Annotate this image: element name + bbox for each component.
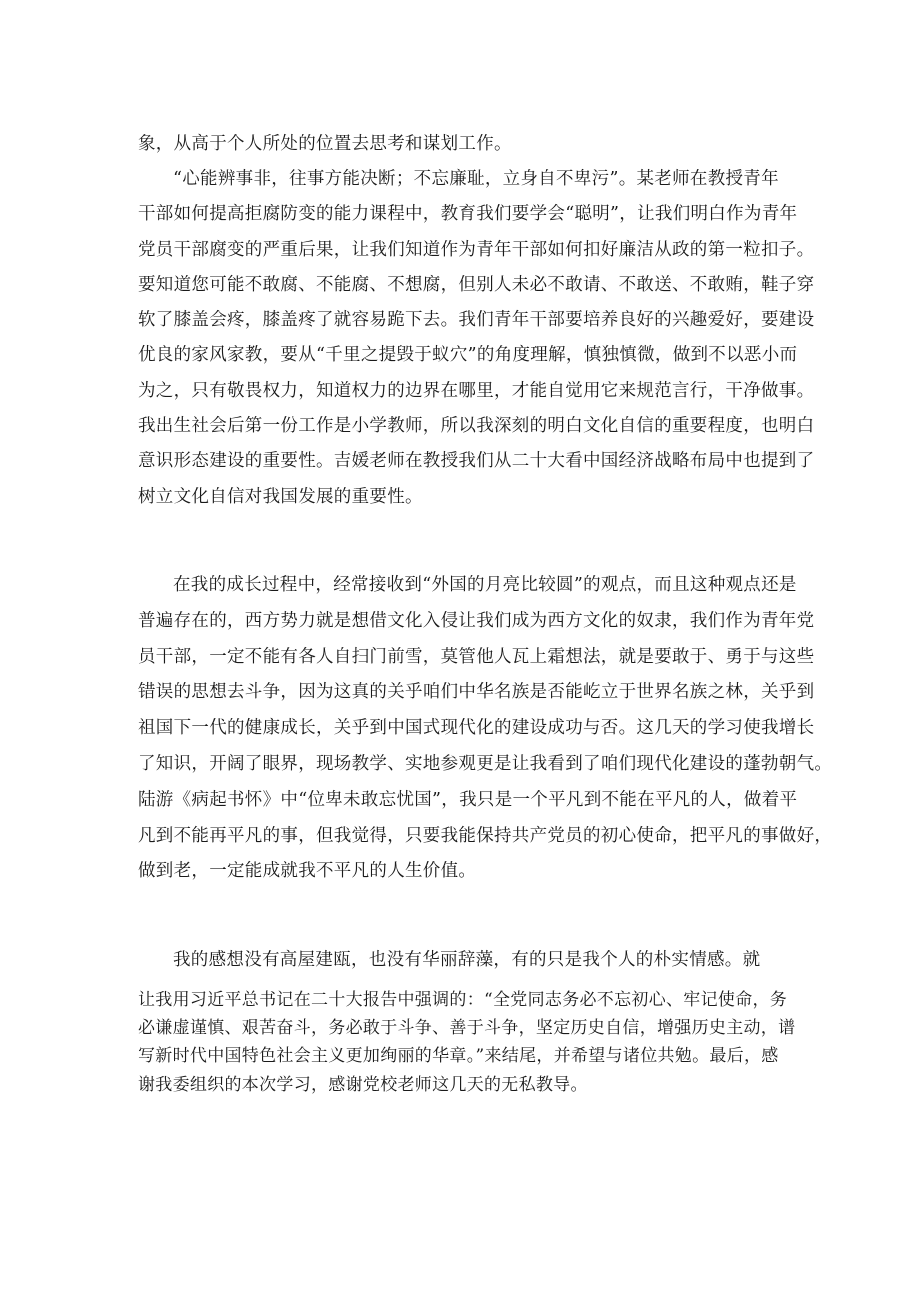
- paragraph-closing: [138, 986, 798, 1099]
- text-line: 必谦虚谨慎、艰苦奋斗，务必敢于斗争、善于斗争，坚定历史自信，增强历史主动，谱: [138, 1018, 796, 1039]
- text-line: 员干部，一定不能有各人自扫门前雪，莫管他人瓦上霜想法，就是要敢于、勇于与这些: [138, 646, 815, 667]
- text-line: 谢我委组织的本次学习，感谢党校老师这几天的无私教导。: [138, 1074, 588, 1095]
- text-line: 写新时代中国特色社会主义更加绚丽的华章。”来结尾，并希望与诸位共勉。最后，感: [138, 1046, 779, 1067]
- text-line: 我的感想没有高屋建瓯，也没有华丽辞藻，有的只是我个人的朴实情感。就: [173, 950, 761, 970]
- text-line: 错误的思想去斗争，因为这真的关乎咱们中华名族是否能屹立于世界名族之林，关乎到: [138, 682, 815, 703]
- paragraph-culture: [138, 568, 833, 890]
- text-line: 了知识，开阔了眼界，现场教学、实地参观更是让我看到了咱们现代化建设的蓬勃朝气。: [138, 753, 833, 774]
- text-line: 凡到不能再平凡的事，但我觉得，只要我能保持共产党员的初心使命，把平凡的事做好，: [138, 825, 833, 846]
- text-line: 象，从高于个人所处的位置去思考和谋划工作。: [138, 134, 512, 154]
- text-line: “心能辨事非，往事方能决断；不忘廉耻，立身自不卑污”。某老师在教授青年: [173, 169, 779, 189]
- paragraph-closing-intro: [138, 942, 798, 978]
- text-line: 普遍存在的，西方势力就是想借文化入侵让我们成为西方文化的奴隶，我们作为青年党: [138, 610, 815, 631]
- text-line: 陆游《病起书怀》中“位卑未敢忘忧国”，我只是一个平凡到不能在平凡的人，做着平: [138, 789, 798, 810]
- text-line: 在我的成长过程中，经常接收到“外国的月亮比较圆”的观点，而且这种观点还是: [173, 575, 797, 595]
- text-line: 要知道您可能不敢腐、不能腐、不想腐，但别人未必不敢请、不敢送、不敢贿，鞋子穿: [138, 274, 815, 295]
- text-line: 我出生社会后第一份工作是小学教师，所以我深刻的明白文化自信的重要程度，也明白: [138, 416, 815, 437]
- text-line: 软了膝盖会疼，膝盖疼了就容易跪下去。我们青年干部要培养良好的兴趣爱好，要建设: [138, 310, 815, 331]
- text-line: 做到老，一定能成就我不平凡的人生价值。: [138, 861, 477, 882]
- text-line: 让我用习近平总书记在二十大报告中强调的：“全党同志务必不忘初心、牢记使命，务: [138, 990, 788, 1010]
- text-line: 优良的家风家教，要从“千里之提毁于蚁穴”的角度理解，慎独慎微，做到不以恶小而: [138, 345, 798, 366]
- text-line: 为之，只有敬畏权力，知道权力的边界在哪里，才能自觉用它来规范言行，干净做事。: [138, 380, 815, 401]
- paragraph-continuation: [138, 126, 798, 162]
- text-line: 树立文化自信对我国发展的重要性。: [138, 486, 423, 507]
- text-line: 意识形态建设的重要性。吉媛老师在教授我们从二十大看中国经济战略布局中也提到了: [138, 451, 815, 472]
- text-line: 祖国下一代的健康成长，关乎到中国式现代化的建设成功与否。这几天的学习使我增长: [138, 718, 815, 739]
- text-line: 干部如何提高拒腐防变的能力课程中，教育我们要学会“聪明”，让我们明白作为青年: [138, 204, 798, 225]
- text-line: 党员干部腐变的严重后果，让我们知道作为青年干部如何扣好廉洁从政的第一粒扣子。: [138, 239, 815, 260]
- paragraph-integrity: [138, 162, 815, 515]
